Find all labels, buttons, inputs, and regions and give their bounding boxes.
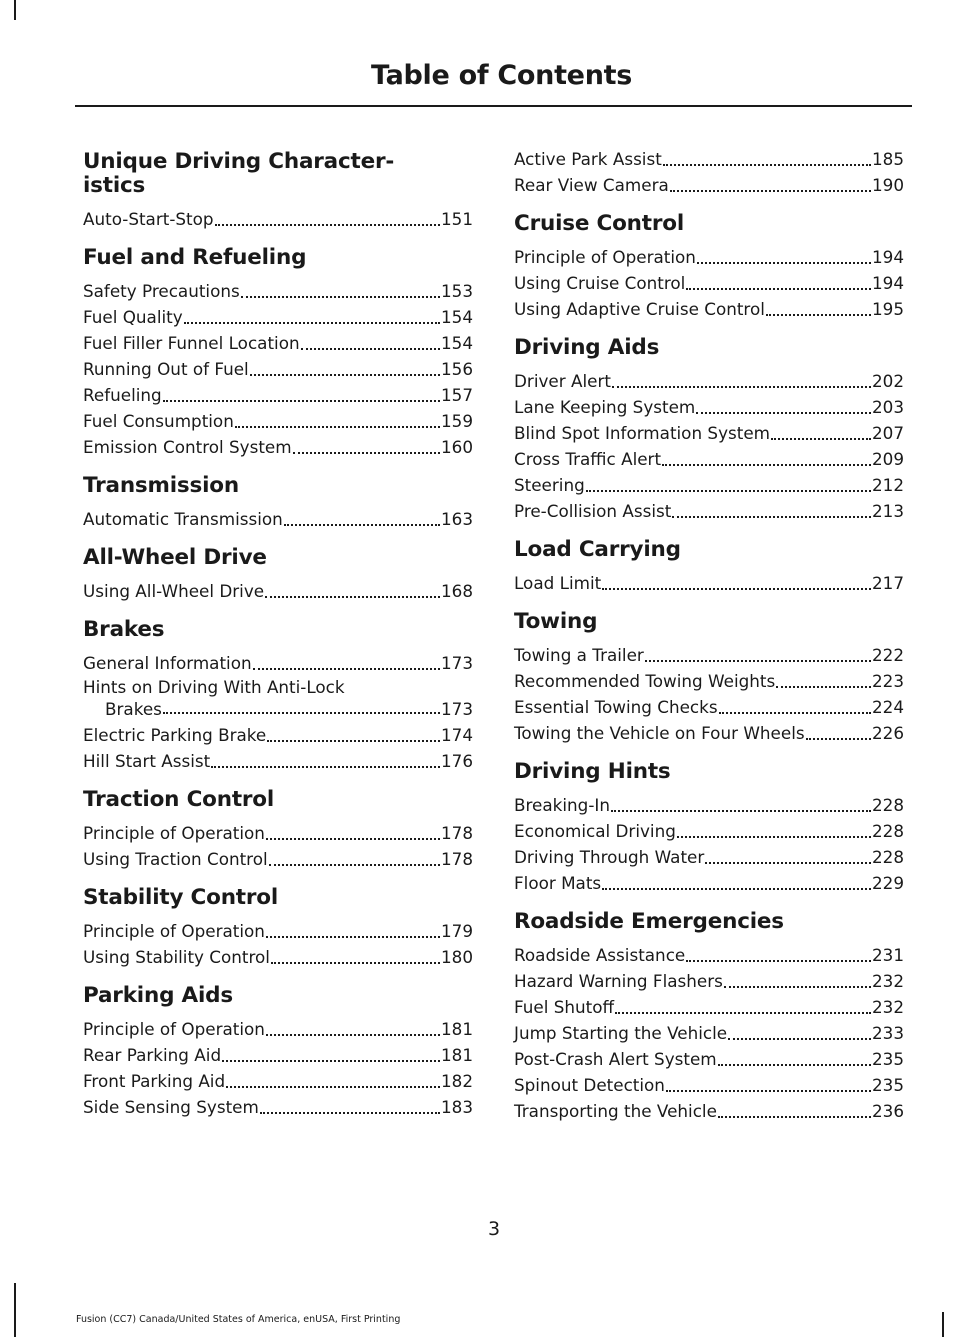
entry-page: 235	[871, 1075, 904, 1095]
entry-page: 174	[440, 725, 473, 745]
toc-entry[interactable]	[514, 844, 904, 870]
toc-entry[interactable]	[514, 942, 904, 968]
toc-entry[interactable]	[514, 994, 904, 1020]
entry-label: Fuel Shutoff	[514, 997, 615, 1017]
entry-page: 185	[871, 149, 904, 169]
dot-leader	[602, 588, 871, 590]
toc-section-towing	[514, 610, 904, 746]
entry-label: Principle of Operation	[514, 247, 696, 267]
dot-leader	[602, 888, 871, 890]
dot-leader	[806, 738, 871, 740]
entry-page: 224	[871, 697, 904, 717]
dot-leader	[184, 322, 440, 324]
toc-section-transmission	[83, 474, 473, 532]
entry-page: 157	[440, 385, 473, 405]
entry-page: 194	[871, 273, 904, 293]
entry-label: Pre-Collision Assist	[514, 501, 672, 521]
dot-leader	[235, 426, 440, 428]
toc-entry[interactable]	[514, 498, 904, 524]
entry-page: 228	[871, 847, 904, 867]
toc-entry[interactable]	[514, 394, 904, 420]
entry-label: Automatic Transmission	[83, 509, 283, 529]
toc-entry[interactable]	[83, 578, 473, 604]
entry-page: 236	[871, 1101, 904, 1121]
entry-label: Load Limit	[514, 573, 602, 593]
entry-label: Lane Keeping System	[514, 397, 696, 417]
dot-leader	[696, 412, 871, 414]
dot-leader	[265, 596, 440, 598]
toc-entry[interactable]	[514, 270, 904, 296]
dot-leader	[776, 686, 871, 688]
dot-leader	[771, 438, 871, 440]
entry-page: 173	[440, 699, 473, 719]
toc-entry[interactable]	[83, 434, 473, 460]
dot-leader	[267, 740, 440, 742]
toc-entry[interactable]	[514, 146, 904, 172]
entry-page: 181	[440, 1045, 473, 1065]
entry-page: 154	[440, 307, 473, 327]
entry-page: 226	[871, 723, 904, 743]
toc-entry[interactable]	[83, 1016, 473, 1042]
toc-entry[interactable]	[514, 642, 904, 668]
entry-continuation	[83, 698, 473, 720]
entry-label: Side Sensing System	[83, 1097, 259, 1117]
entry-page: 183	[440, 1097, 473, 1117]
entry-label: Hazard Warning Flashers	[514, 971, 723, 991]
entry-page: 233	[871, 1023, 904, 1043]
toc-entry[interactable]	[514, 694, 904, 720]
entry-page: 194	[871, 247, 904, 267]
entry-page: 154	[440, 333, 473, 353]
entry-label: Brakes	[105, 699, 162, 719]
dot-leader	[241, 296, 440, 298]
toc-entry[interactable]	[83, 304, 473, 330]
entry-page: 181	[440, 1019, 473, 1039]
entry-label: Front Parking Aid	[83, 1071, 226, 1091]
toc-section-driving-hints	[514, 760, 904, 896]
dot-leader	[697, 262, 871, 264]
entry-label: Safety Precautions	[83, 281, 240, 301]
section-heading-line: istics	[83, 173, 146, 198]
entry-label: Using Cruise Control	[514, 273, 686, 293]
toc-entry[interactable]	[514, 296, 904, 322]
dot-leader	[269, 864, 440, 866]
dot-leader	[672, 516, 871, 518]
entry-page: 179	[440, 921, 473, 941]
dot-leader	[666, 1090, 871, 1092]
toc-entry[interactable]	[83, 944, 473, 970]
entry-label: Hill Start Assist	[83, 751, 211, 771]
entry-page: 182	[440, 1071, 473, 1091]
toc-entry[interactable]	[514, 1098, 904, 1124]
header-rule	[75, 105, 912, 107]
entry-label: Towing the Vehicle on Four Wheels	[514, 723, 805, 743]
section-heading: Towing	[514, 609, 598, 634]
dot-leader	[284, 524, 440, 526]
entry-page: 228	[871, 821, 904, 841]
toc-right-column	[514, 146, 904, 1138]
section-heading: All-Wheel Drive	[83, 545, 267, 570]
entry-label: Towing a Trailer	[514, 645, 644, 665]
toc-entry[interactable]	[83, 408, 473, 434]
section-heading: Traction Control	[83, 787, 275, 812]
dot-leader	[163, 400, 440, 402]
entry-label: Blind Spot Information System	[514, 423, 770, 443]
entry-page: 229	[871, 873, 904, 893]
toc-section-brakes	[83, 618, 473, 774]
entry-page: 190	[871, 175, 904, 195]
toc-entry[interactable]	[83, 650, 473, 676]
dot-leader	[724, 986, 871, 988]
toc-entry[interactable]	[83, 1042, 473, 1068]
entry-label: Using Stability Control	[83, 947, 270, 967]
toc-entry[interactable]	[514, 1046, 904, 1072]
dot-leader	[586, 490, 871, 492]
toc-entry[interactable]	[514, 818, 904, 844]
dot-leader	[662, 464, 871, 466]
toc-entry[interactable]	[514, 968, 904, 994]
entry-page: 223	[871, 671, 904, 691]
page-number: 3	[487, 1218, 501, 1240]
toc-entry[interactable]	[83, 1094, 473, 1120]
toc-entry[interactable]	[514, 870, 904, 896]
entry-page: 176	[440, 751, 473, 771]
section-heading: Roadside Emergencies	[514, 909, 784, 934]
dot-leader	[271, 962, 440, 964]
section-heading: Parking Aids	[83, 983, 233, 1008]
entry-page: 178	[440, 849, 473, 869]
dot-leader	[222, 1060, 440, 1062]
toc-left-column	[83, 146, 473, 1134]
toc-entry[interactable]	[83, 1068, 473, 1094]
toc-entry[interactable]	[514, 172, 904, 198]
toc-entry[interactable]	[83, 676, 473, 720]
dot-leader	[645, 660, 871, 662]
entry-page: 213	[871, 501, 904, 521]
entry-page: 151	[440, 209, 473, 229]
toc-entry[interactable]	[83, 206, 473, 232]
dot-leader	[266, 936, 440, 938]
entry-label: Rear Parking Aid	[83, 1045, 222, 1065]
section-heading: Fuel and Refueling	[83, 245, 307, 270]
toc-entry[interactable]	[83, 918, 473, 944]
dot-leader	[705, 862, 871, 864]
toc-section-traction	[83, 788, 473, 872]
entry-page: 203	[871, 397, 904, 417]
entry-label: Driving Through Water	[514, 847, 705, 867]
toc-entry[interactable]	[514, 570, 904, 596]
dot-leader	[686, 288, 871, 290]
toc-entry[interactable]	[83, 330, 473, 356]
dot-leader	[163, 712, 440, 714]
dot-leader	[670, 190, 871, 192]
dot-leader	[677, 836, 871, 838]
toc-section-roadside	[514, 910, 904, 1124]
dot-leader	[663, 164, 871, 166]
crop-mark-top-left	[14, 0, 16, 20]
toc-entry[interactable]	[83, 356, 473, 382]
entry-page: 153	[440, 281, 473, 301]
entry-page: 231	[871, 945, 904, 965]
dot-leader	[612, 386, 871, 388]
dot-leader	[226, 1086, 440, 1088]
section-heading: Cruise Control	[514, 211, 684, 236]
entry-label: Essential Towing Checks	[514, 697, 718, 717]
dot-leader	[718, 1064, 871, 1066]
section-heading-line: Unique Driving Character-	[83, 149, 395, 174]
section-heading: Load Carrying	[514, 537, 681, 562]
toc-section-parking-continued	[514, 146, 904, 198]
dot-leader	[253, 668, 440, 670]
entry-label: Spinout Detection	[514, 1075, 665, 1095]
entry-label: Floor Mats	[514, 873, 602, 893]
entry-page: 212	[871, 475, 904, 495]
dot-leader	[719, 712, 871, 714]
entry-label: Auto-Start-Stop	[83, 209, 214, 229]
entry-label: Recommended Towing Weights	[514, 671, 776, 691]
dot-leader	[766, 314, 871, 316]
crop-mark-bottom-right	[942, 1312, 944, 1337]
entry-label: Active Park Assist	[514, 149, 662, 169]
entry-label: Electric Parking Brake	[83, 725, 267, 745]
entry-page: 232	[871, 971, 904, 991]
entry-page: 228	[871, 795, 904, 815]
footer-text: Fusion (CC7) Canada/United States of America, enUSA, First Printing	[76, 1314, 401, 1325]
dot-leader	[215, 224, 440, 226]
toc-entry[interactable]	[514, 420, 904, 446]
entry-label: Post-Crash Alert System	[514, 1049, 717, 1069]
page-title: Table of Contents	[370, 60, 632, 91]
section-heading: Driving Aids	[514, 335, 660, 360]
entry-label: Cross Traffic Alert	[514, 449, 662, 469]
entry-page: 168	[440, 581, 473, 601]
entry-label: Principle of Operation	[83, 921, 265, 941]
dot-leader	[293, 452, 440, 454]
toc-entry[interactable]	[514, 244, 904, 270]
entry-page: 180	[440, 947, 473, 967]
section-heading: Stability Control	[83, 885, 279, 910]
toc-section-stability	[83, 886, 473, 970]
entry-label: Principle of Operation	[83, 1019, 265, 1039]
entry-page: 235	[871, 1049, 904, 1069]
toc-entry[interactable]	[514, 720, 904, 746]
toc-entry[interactable]	[514, 792, 904, 818]
dot-leader	[686, 960, 871, 962]
entry-page: 217	[871, 573, 904, 593]
toc-entry[interactable]	[83, 722, 473, 748]
section-heading: Driving Hints	[514, 759, 671, 784]
entry-label: Principle of Operation	[83, 823, 265, 843]
entry-label: Fuel Consumption	[83, 411, 234, 431]
dot-leader	[266, 1034, 440, 1036]
toc-entry[interactable]	[83, 748, 473, 774]
entry-label: Steering	[514, 475, 585, 495]
dot-leader	[615, 1012, 871, 1014]
entry-label: Using Adaptive Cruise Control	[514, 299, 765, 319]
entry-label: Fuel Quality	[83, 307, 183, 327]
dot-leader	[250, 374, 440, 376]
crop-mark-bottom-left	[14, 1283, 16, 1337]
dot-leader	[728, 1038, 871, 1040]
entry-page: 159	[440, 411, 473, 431]
toc-entry[interactable]	[514, 668, 904, 694]
entry-label: Emission Control System	[83, 437, 292, 457]
toc-section-parking	[83, 984, 473, 1120]
dot-leader	[718, 1116, 871, 1118]
toc-entry[interactable]	[514, 1072, 904, 1098]
toc-entry[interactable]	[514, 446, 904, 472]
toc-section-unique-driving	[83, 150, 473, 232]
entry-label: Roadside Assistance	[514, 945, 686, 965]
toc-section-fuel	[83, 246, 473, 460]
toc-entry[interactable]	[83, 278, 473, 304]
entry-label: Breaking-In	[514, 795, 610, 815]
entry-page: 178	[440, 823, 473, 843]
entry-label: Using Traction Control	[83, 849, 268, 869]
entry-label: Rear View Camera	[514, 175, 669, 195]
section-heading: Transmission	[83, 473, 239, 498]
entry-label: Economical Driving	[514, 821, 676, 841]
entry-label: Jump Starting the Vehicle	[514, 1023, 728, 1043]
entry-page: 156	[440, 359, 473, 379]
dot-leader	[211, 766, 440, 768]
toc-entry[interactable]	[83, 820, 473, 846]
entry-label: Refueling	[83, 385, 162, 405]
dot-leader	[260, 1112, 440, 1114]
entry-page: 163	[440, 509, 473, 529]
toc-section-cruise	[514, 212, 904, 322]
entry-page: 222	[871, 645, 904, 665]
entry-label: Transporting the Vehicle	[514, 1101, 717, 1121]
toc-entry[interactable]	[83, 506, 473, 532]
entry-page: 209	[871, 449, 904, 469]
toc-entry[interactable]	[514, 472, 904, 498]
toc-entry[interactable]	[83, 846, 473, 872]
toc-section-load	[514, 538, 904, 596]
entry-page: 160	[440, 437, 473, 457]
toc-entry[interactable]	[83, 382, 473, 408]
entry-page: 232	[871, 997, 904, 1017]
toc-entry[interactable]	[514, 1020, 904, 1046]
toc-section-awd	[83, 546, 473, 604]
entry-label: Using All-Wheel Drive	[83, 581, 265, 601]
entry-label: General Information	[83, 653, 252, 673]
entry-label: Driver Alert	[514, 371, 611, 391]
entry-label: Running Out of Fuel	[83, 359, 249, 379]
entry-page: 173	[440, 653, 473, 673]
entry-page: 207	[871, 423, 904, 443]
section-heading	[83, 150, 473, 198]
section-heading: Brakes	[83, 617, 165, 642]
dot-leader	[266, 838, 440, 840]
dot-leader	[611, 810, 871, 812]
toc-section-driving-aids	[514, 336, 904, 524]
toc-entry[interactable]	[514, 368, 904, 394]
entry-page: 202	[871, 371, 904, 391]
dot-leader	[301, 348, 440, 350]
entry-page: 195	[871, 299, 904, 319]
entry-label: Hints on Driving With Anti-Lock	[83, 677, 345, 697]
entry-label: Fuel Filler Funnel Location	[83, 333, 300, 353]
